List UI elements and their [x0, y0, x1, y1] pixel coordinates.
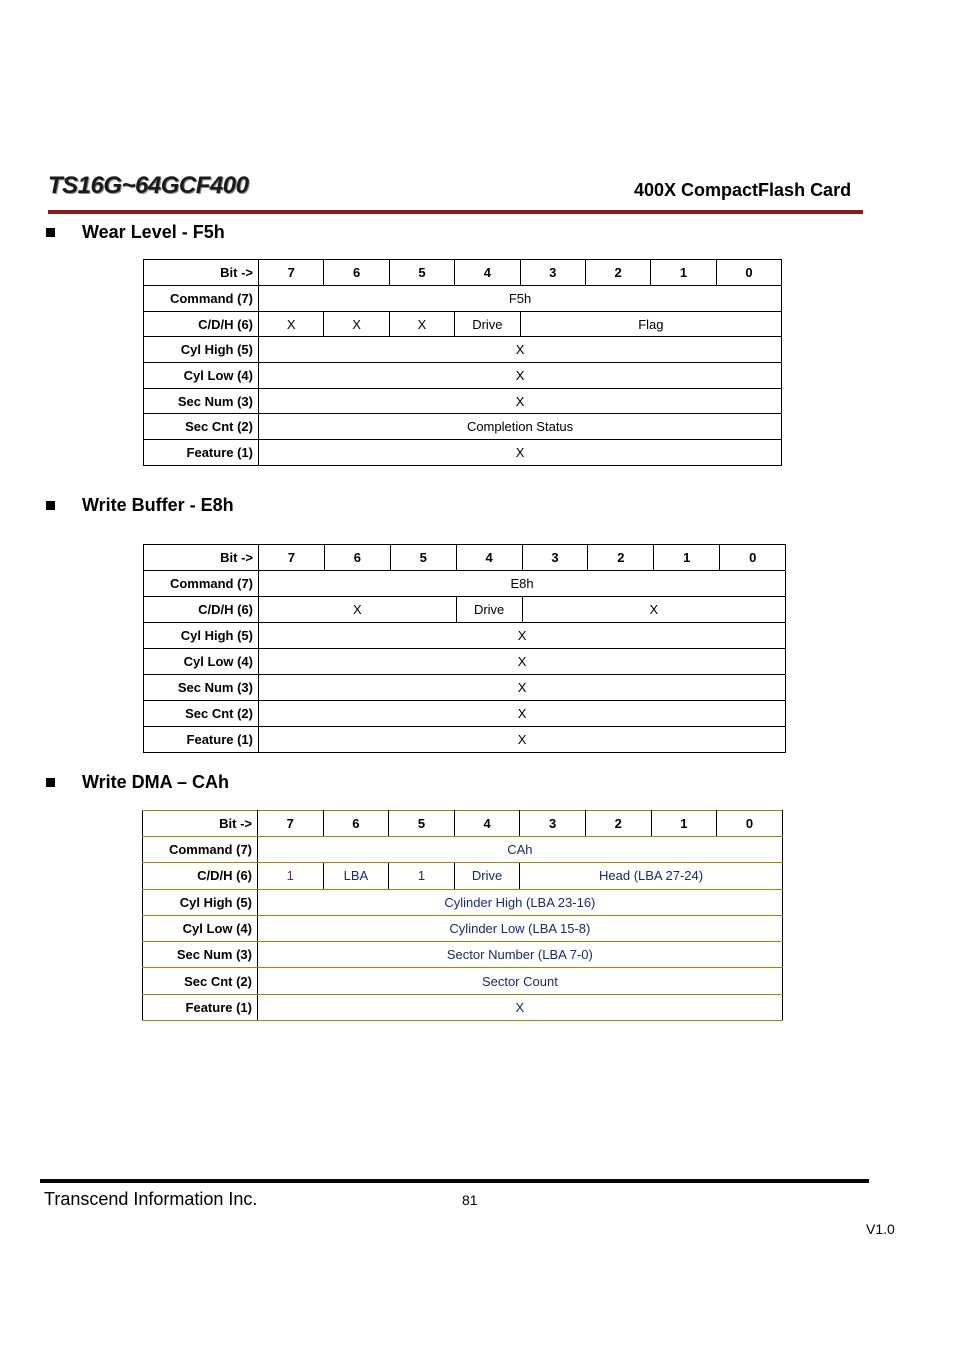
table-header-row	[143, 811, 783, 837]
footer-company: Transcend Information Inc.	[44, 1189, 258, 1209]
table-cell: X	[259, 623, 786, 649]
table-row	[143, 942, 783, 968]
header-cell: 1	[651, 260, 716, 286]
table-cell: Sector Number (LBA 7-0)	[258, 942, 783, 968]
header-cell: 3	[522, 545, 588, 571]
table-row	[144, 675, 786, 701]
header-cell: 5	[389, 260, 454, 286]
table-cell: Cylinder Low (LBA 15-8)	[258, 915, 783, 941]
header-cell: 7	[259, 260, 324, 286]
page-number: 81	[462, 1192, 478, 1208]
table-cell: Drive	[454, 863, 520, 889]
row-label: Cyl Low (4)	[143, 915, 258, 941]
table-row	[144, 363, 782, 389]
row-label: Sec Cnt (2)	[144, 414, 259, 440]
header-divider	[48, 210, 863, 214]
section-heading-write-dma	[82, 772, 229, 793]
table-cell: X	[522, 597, 786, 623]
row-label: Command (7)	[144, 286, 259, 312]
table-cell: X	[259, 388, 782, 414]
table-cell: LBA	[323, 863, 389, 889]
header-cell: 3	[520, 260, 585, 286]
table-header-row	[144, 545, 786, 571]
table-row	[144, 311, 782, 337]
row-label: Sec Cnt (2)	[143, 968, 258, 994]
table-row	[144, 597, 786, 623]
section-heading-write-buffer	[82, 495, 234, 516]
table-row	[144, 440, 782, 466]
table-row	[143, 837, 783, 863]
row-label: Sec Num (3)	[144, 675, 259, 701]
table-cell: X	[259, 727, 786, 753]
section-heading-text: Write DMA – CAh	[82, 772, 230, 792]
table-row	[144, 388, 782, 414]
row-label: Cyl Low (4)	[144, 363, 259, 389]
register-table-write-buffer	[143, 544, 786, 753]
section-heading-wear-level	[82, 222, 225, 243]
table-row	[143, 968, 783, 994]
row-label: C/D/H (6)	[144, 597, 259, 623]
table-cell: X	[259, 363, 782, 389]
section-heading-text: Wear Level - F5h	[82, 222, 225, 242]
table-cell: X	[259, 440, 782, 466]
register-table-wear-level	[143, 259, 782, 466]
header-cell: 2	[588, 545, 654, 571]
square-bullet-icon	[46, 501, 55, 510]
header-cell: 1	[651, 811, 717, 837]
header-cell: 5	[389, 811, 455, 837]
document-version: V1.0	[866, 1221, 895, 1237]
table-row	[143, 994, 783, 1020]
table-header-row	[144, 260, 782, 286]
table-row	[144, 701, 786, 727]
row-label: Feature (1)	[144, 727, 259, 753]
row-label: Sec Num (3)	[144, 388, 259, 414]
table-cell: Flag	[520, 311, 782, 337]
header-cell: Bit ->	[144, 545, 259, 571]
table-cell: Cylinder High (LBA 23-16)	[258, 889, 783, 915]
table-row	[143, 915, 783, 941]
header-cell: 0	[720, 545, 786, 571]
table-cell: X	[324, 311, 389, 337]
table-cell: X	[389, 311, 454, 337]
row-label: C/D/H (6)	[144, 311, 259, 337]
header-cell: 6	[324, 260, 389, 286]
section-heading-text: Write Buffer - E8h	[82, 495, 234, 515]
table-cell: 1	[389, 863, 455, 889]
table-cell: X	[258, 994, 783, 1020]
table-cell: Sector Count	[258, 968, 783, 994]
table-row	[143, 889, 783, 915]
table-cell: X	[259, 675, 786, 701]
table-cell: X	[259, 649, 786, 675]
header-cell: 0	[716, 260, 781, 286]
row-label: Feature (1)	[143, 994, 258, 1020]
header-cell: 5	[390, 545, 456, 571]
table-cell: Head (LBA 27-24)	[520, 863, 782, 889]
header-cell: 0	[717, 811, 783, 837]
row-label: Sec Num (3)	[143, 942, 258, 968]
table-row	[144, 727, 786, 753]
table-row	[144, 286, 782, 312]
table-cell: X	[259, 701, 786, 727]
header-cell: 7	[259, 545, 325, 571]
document-subtitle: 400X CompactFlash Card	[634, 180, 852, 200]
row-label: Sec Cnt (2)	[144, 701, 259, 727]
row-label: Cyl Low (4)	[144, 649, 259, 675]
header-cell: 4	[454, 811, 520, 837]
table-cell: 1	[258, 863, 324, 889]
header-cell: Bit ->	[143, 811, 258, 837]
table-cell: X	[259, 311, 324, 337]
row-label: C/D/H (6)	[143, 863, 258, 889]
table-cell: Completion Status	[259, 414, 782, 440]
row-label: Cyl High (5)	[143, 889, 258, 915]
header-cell: 3	[520, 811, 586, 837]
header-cell: 7	[258, 811, 324, 837]
table-cell: Drive	[456, 597, 522, 623]
row-label: Cyl High (5)	[144, 623, 259, 649]
row-label: Command (7)	[144, 571, 259, 597]
header-cell: 2	[585, 260, 650, 286]
table-row	[144, 571, 786, 597]
register-table-write-dma	[142, 810, 783, 1021]
row-label: Cyl High (5)	[144, 337, 259, 363]
header-cell: Bit ->	[144, 260, 259, 286]
table-cell: E8h	[259, 571, 786, 597]
table-row	[143, 863, 783, 889]
header-cell: 4	[456, 545, 522, 571]
table-row	[144, 649, 786, 675]
row-label: Command (7)	[143, 837, 258, 863]
header-cell: 6	[324, 545, 390, 571]
table-cell: CAh	[258, 837, 783, 863]
footer-divider	[40, 1179, 869, 1183]
table-cell: F5h	[259, 286, 782, 312]
header-cell: 1	[654, 545, 720, 571]
table-cell: X	[259, 597, 457, 623]
header-cell: 6	[323, 811, 389, 837]
table-row	[144, 337, 782, 363]
table-cell: Drive	[455, 311, 520, 337]
header-cell: 4	[455, 260, 520, 286]
document-title: TS16G~64GCF400	[48, 172, 249, 199]
square-bullet-icon	[46, 228, 55, 237]
header-cell: 2	[585, 811, 651, 837]
table-cell: X	[259, 337, 782, 363]
square-bullet-icon	[46, 778, 55, 787]
table-row	[144, 414, 782, 440]
table-row	[144, 623, 786, 649]
row-label: Feature (1)	[144, 440, 259, 466]
